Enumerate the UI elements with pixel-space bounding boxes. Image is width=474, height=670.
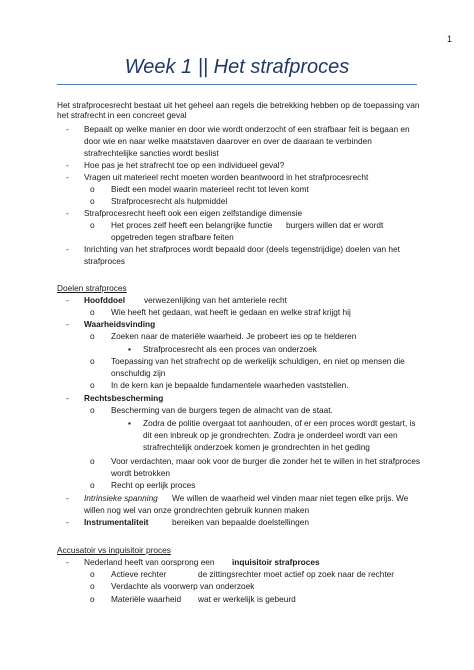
circle-bullet: o	[90, 405, 95, 415]
bullet-4: Strafprocesrecht heeft ook een eigen zelfstandige dimensie	[84, 208, 303, 218]
bullet-3: Vragen uit materieel recht moeten worden beantwoord in het strafprocesrecht	[84, 172, 369, 182]
intro-line-1: Het strafprocesrecht bestaat uit het geheel aan regels die betrekking hebben op de toepassing van	[57, 100, 420, 110]
circle-bullet: o	[90, 331, 95, 341]
dash-bullet: -	[66, 557, 69, 567]
rb-b-line-2: wordt betrokken	[111, 468, 171, 478]
waarheid-b-line-2: onschuldig zijn	[111, 368, 166, 378]
waarheid-b-line-1: Toepassing van het strafrecht op de werkelijk schuldigen, en niet op mensen die	[111, 356, 405, 366]
intro-line-2: het strafrecht in een concreet geval	[57, 110, 187, 120]
bullet-1-line-3: strafrechtelijke sancties wordt beslist	[84, 148, 219, 158]
section-heading-doelen: Doelen strafproces	[57, 283, 127, 293]
dash-bullet: -	[66, 244, 69, 254]
circle-bullet: o	[90, 480, 95, 490]
instrumentaliteit-text: bereiken van bepaalde doelstellingen	[172, 517, 310, 527]
dash-bullet: -	[66, 208, 69, 218]
waarheidsvinding-label: Waarheidsvinding	[84, 319, 156, 329]
rechtsbescherming-label: Rechtsbescherming	[84, 393, 164, 403]
bullet-3a: Biedt een model waarin materieel recht tot leven komt	[111, 184, 309, 194]
waarheid-a1: Strafprocesrecht als een proces van onderzoek	[143, 344, 317, 354]
dash-bullet: -	[66, 124, 69, 134]
page-title: Week 1 || Het strafproces	[124, 56, 350, 78]
bullet-3b: Strafprocesrecht als hulpmiddel	[111, 196, 228, 206]
instrumentaliteit-label: Instrumentaliteit	[84, 517, 149, 527]
dash-bullet: -	[66, 172, 69, 182]
title-underline	[57, 84, 417, 85]
intrinsieke-spanning-text: We willen de waarheid wel vinden maar niet tegen elke prijs. We	[172, 493, 409, 503]
actieve-rechter-text: de zittingsrechter moet actief op zoek naar de rechter	[198, 569, 395, 579]
bullet-5-line-1: Inrichting van het strafproces wordt bepaald door (deels tegenstrijdige) doelen van het	[84, 244, 400, 254]
circle-bullet: o	[90, 569, 95, 579]
circle-bullet: o	[90, 196, 95, 206]
circle-bullet: o	[90, 380, 95, 390]
square-bullet: ▪	[128, 344, 131, 354]
circle-bullet: o	[90, 220, 95, 230]
dash-bullet: -	[66, 319, 69, 329]
hoofddoel-text: verwezenlijking van het amteriele recht	[144, 295, 287, 305]
circle-bullet: o	[90, 307, 95, 317]
circle-bullet: o	[90, 581, 95, 591]
verdachte-voorwerp: Verdachte als voorwerp van onderzoek	[111, 581, 255, 591]
circle-bullet: o	[90, 456, 95, 466]
actieve-rechter-label: Actieve rechter	[111, 569, 167, 579]
rb-a1-line-2: dit een inbreuk op je grondrechten. Zodra je onderdeel wordt van een	[143, 430, 398, 440]
bullet-4a-part-1: Het proces zelf heeft een belangrijke functie	[111, 220, 273, 230]
square-bullet: ▪	[128, 418, 131, 428]
bullet-5-line-2: strafproces	[84, 256, 126, 266]
materiele-waarheid-label: Materiële waarheid	[111, 594, 182, 604]
s2-line-1-part-1: Nederland heeft van oorsprong een	[84, 557, 215, 567]
rb-c: Recht op eerlijk proces	[111, 480, 196, 490]
waarheid-a: Zoeken naar de materiële waarheid. Je probeert ies op te helderen	[111, 331, 357, 341]
bullet-4a-line-2: opgetreden tegen strafbare feiten	[111, 232, 234, 242]
rb-a1-line-3: strafrechtelijk onderzoek komen je grondrechten in het geding	[143, 442, 370, 452]
bullet-2: Hoe pas je het strafrecht toe op een individueel geval?	[84, 160, 285, 170]
section-heading-accusatoir: Accusatoir vs inquisitoir proces	[57, 545, 171, 555]
bullet-4a-part-2: burgers willen dat er wordt	[286, 220, 384, 230]
dash-bullet: -	[66, 393, 69, 403]
dash-bullet: -	[66, 295, 69, 305]
hoofddoel-label: Hoofddoel	[84, 295, 126, 305]
waarheid-c: In de kern kan je bepaalde fundamentele waarheden vaststellen.	[111, 380, 349, 390]
dash-bullet: -	[66, 160, 69, 170]
intrinsieke-spanning-label: Intrinsieke spanning	[84, 493, 158, 503]
circle-bullet: o	[90, 594, 95, 604]
dash-bullet: -	[66, 493, 69, 503]
rb-a: Bescherming van de burgers tegen de almacht van de staat.	[111, 405, 333, 415]
circle-bullet: o	[90, 184, 95, 194]
rb-b-line-1: Voor verdachten, maar ook voor de burger die zonder het te willen in het strafproces	[111, 456, 421, 466]
bullet-1-line-1: Bepaalt op welke manier en door wie wordt onderzocht of een strafbaar feit is begaan en	[84, 124, 410, 134]
bullet-1-line-2: door wie en naar welke maatstaven daarover en over de daaraan te verbinden	[84, 136, 372, 146]
intrinsieke-spanning-text-2: willen nog wel van onze grondrechten gebruik kunnen maken	[84, 505, 310, 515]
materiele-waarheid-text: wat er werkelijk is gebeurd	[198, 594, 296, 604]
page-number: 1	[446, 34, 452, 44]
dash-bullet: -	[66, 517, 69, 527]
circle-bullet: o	[90, 356, 95, 366]
rb-a1-line-1: Zodra de politie overgaat tot aanhouden, of er een proces wordt gestart, is	[143, 418, 416, 428]
hoofddoel-sub: Wie heeft het gedaan, wat heeft ie gedaan en welke straf krijgt hij	[111, 307, 351, 317]
s2-line-1-bold: inquisitoir strafproces	[232, 557, 320, 567]
